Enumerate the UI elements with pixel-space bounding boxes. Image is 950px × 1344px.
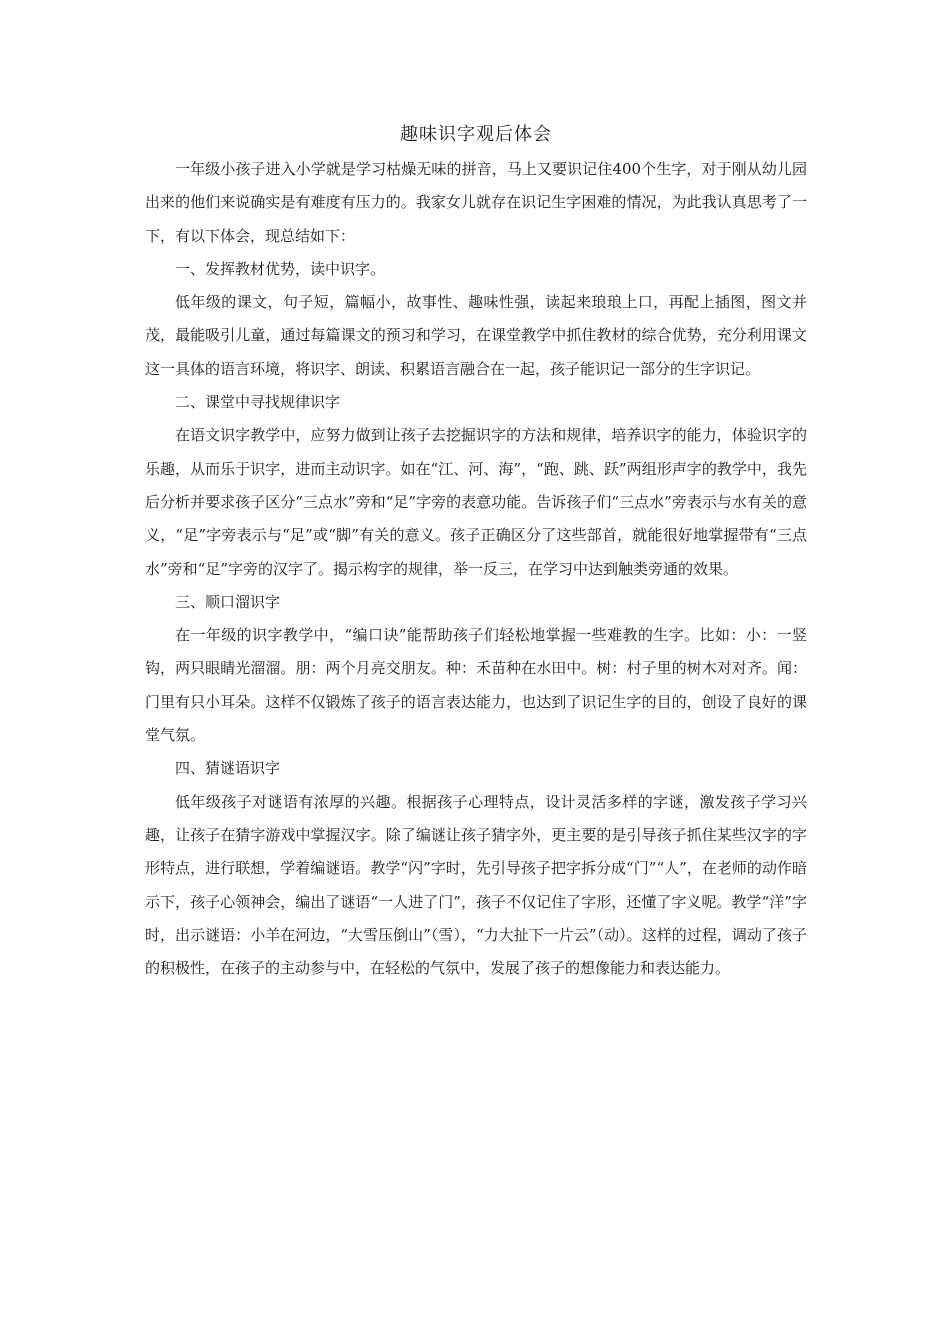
- section-heading-4: 四、猜谜语识字: [175, 759, 281, 778]
- paragraph-section-4: 低年级孩子对谜语有浓厚的兴趣。根据孩子心理特点，设计灵活多样的字谜，激发孩子学习兴趣，让孩子在猜字游戏中掌握汉字。除了编谜让孩子猜字外，更主要的是引导孩子抓住某些汉字的字形特点，进行联想，学着编谜语。教学“闪”字时，先引导孩子把字拆分成“门”“人”，在老师的动作暗示下，孩子心领神会，编出了谜语“一人进了门”，孩子不仅记住了字形，还懂了字义呢。教学“洋”字时，出示谜语：小羊在河边，“大雪压倒山”（雪），“力大扯下一片云”（动）。这样的过程，调动了孩子的积极性，在孩子的主动参与中，在轻松的气氛中，发展了孩子的想像能力和表达能力。: [145, 792, 807, 978]
- paragraph-section-1: 低年级的课文，句子短，篇幅小，故事性、趣味性强，读起来琅琅上口，再配上插图，图文并茂，最能吸引儿童，通过每篇课文的预习和学习，在课堂教学中抓住教材的综合优势，充分利用课文这一具体的语言环境，将识字、朗读、积累语言融合在一起，孩子能识记一部分的生字识记。: [145, 293, 807, 378]
- paragraph-section-3: 在一年级的识字教学中，“编口诀”能帮助孩子们轻松地掌握一些难教的生字。比如：小：一竖钩，两只眼睛光溜溜。朋：两个月亮交朋友。种：禾苗种在水田中。树：村子里的树木对对齐。闻：门里有只小耳朵。这样不仅锻炼了孩子的语言表达能力，也达到了识记生字的目的，创设了良好的课堂气氛。: [145, 626, 807, 745]
- paragraph-section-2: 在语文识字教学中，应努力做到让孩子去挖掘识字的方法和规律，培养识字的能力，体验识字的乐趣，从而乐于识字，进而主动识字。如在“江、河、海”，“跑、跳、跃”两组形声字的教学中，我先后分析并要求孩子区分“三点水”旁和“足”字旁的表意功能。告诉孩子们“三点水”旁表示与水有关的意义，“足”字旁表示与“足”或“脚”有关的意义。孩子正确区分了这些部首，就能很好地掌握带有“三点水”旁和“足”字旁的汉字了。揭示构字的规律，举一反三，在学习中达到触类旁通的效果。: [145, 426, 807, 578]
- paragraph-intro: 一年级小孩子进入小学就是学习枯燥无味的拼音，马上又要识记住400个生字，对于刚从幼儿园出来的他们来说确实是有难度有压力的。我家女儿就存在识记生字困难的情况，为此我认真思考了一下，有以下体会，现总结如下：: [145, 160, 807, 245]
- section-heading-2: 二、课堂中寻找规律识字: [175, 393, 341, 412]
- document-title: 趣味识字观后体会: [400, 124, 552, 145]
- section-heading-3: 三、顺口溜识字: [175, 592, 281, 611]
- section-heading-1: 一、发挥教材优势，读中识字。: [175, 259, 386, 278]
- document-page: [145, 118, 807, 985]
